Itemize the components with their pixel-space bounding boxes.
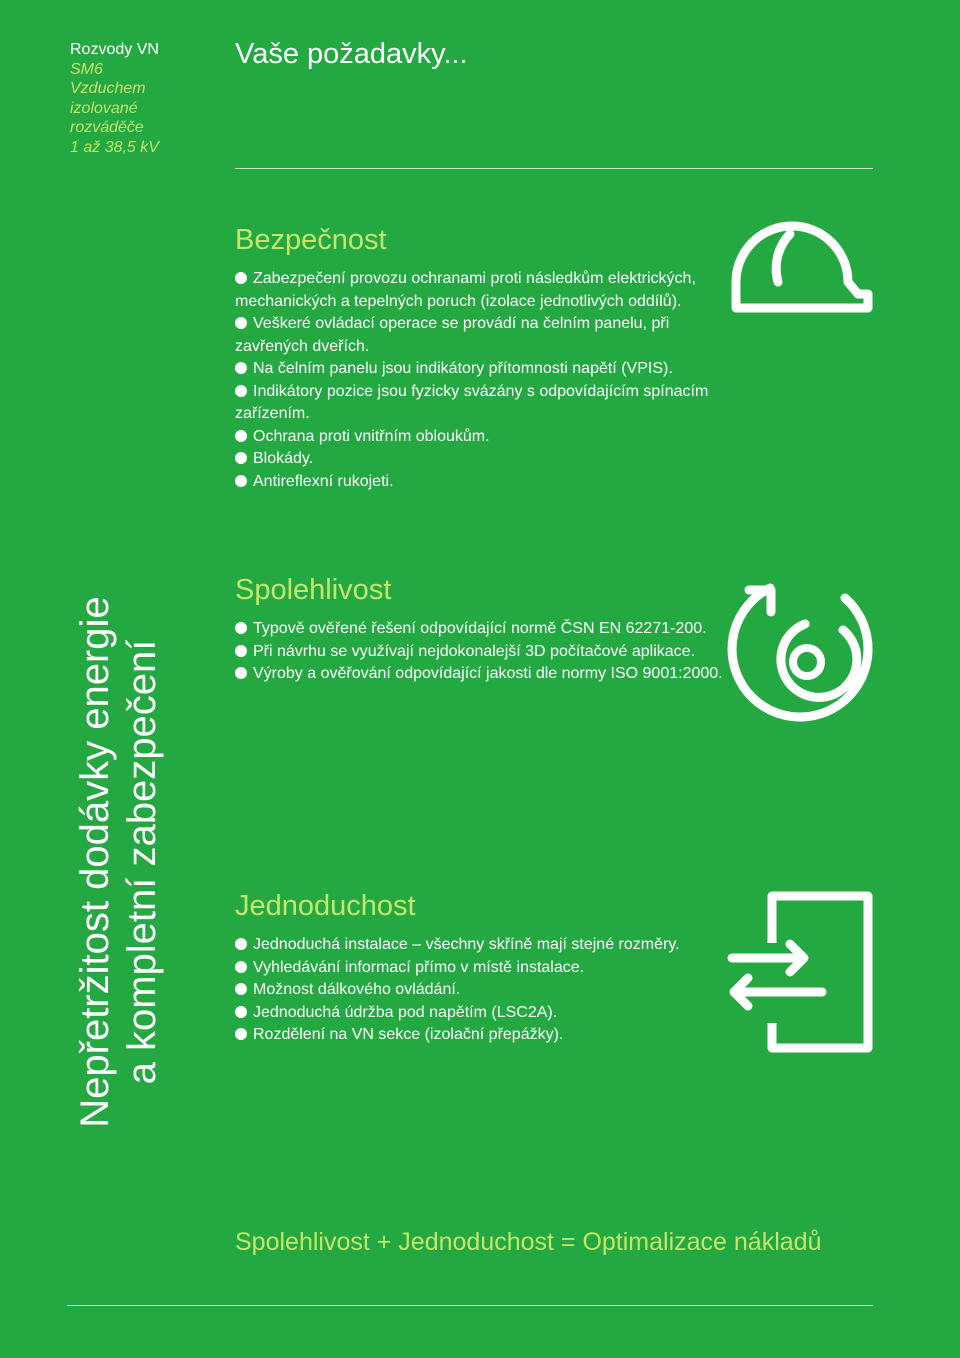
bullet-dot-icon (235, 430, 247, 442)
bullet-dot-icon (235, 667, 247, 679)
bullet-dot-icon (235, 475, 247, 487)
bullet-dot-icon (235, 961, 247, 973)
list-item: Indikátory pozice jsou fyzicky svázány s odpovídajícím spínacím zařízením. (235, 382, 709, 422)
bullet-dot-icon (235, 272, 247, 284)
bullet-dot-icon (235, 452, 247, 464)
list-item: Jednoduchá instalace – všechny skříně mají stejné rozměry. (235, 934, 755, 957)
side-header (70, 40, 220, 157)
cost-formula: Spolehlivost + Jednoduchost = Optimalizace nákladů (235, 1228, 822, 1256)
section-spolehlivost (235, 572, 735, 686)
spiral-icon (725, 568, 885, 738)
product-line-1: SM6 (70, 60, 103, 78)
list-item: Typově ověřené řešení odpovídající normě ČSN EN 62271-200. (235, 618, 735, 641)
bullet-dot-icon (235, 938, 247, 950)
bullet-list (235, 934, 755, 1047)
bullet-dot-icon (235, 622, 247, 634)
list-item: Při návrhu se využívají nejdokonalejší 3D počítačové aplikace. (235, 641, 735, 664)
section-bezpecnost (235, 222, 735, 493)
list-item: Možnost dálkového ovládání. (235, 979, 755, 1002)
page-title: Vaše požadavky... (235, 38, 468, 70)
product-line-3: izolované (70, 99, 138, 117)
bullet-dot-icon (235, 362, 247, 374)
section-heading: Spolehlivost (235, 574, 392, 606)
vertical-title-line-1: Nepřetržitost dodávky energie (73, 596, 117, 1128)
section-heading: Bezpečnost (235, 224, 387, 256)
bullet-dot-icon (235, 317, 247, 329)
list-item: Výroby a ověřování odpovídající jakosti dle normy ISO 9001:2000. (235, 663, 735, 686)
list-item: Vyhledávání informací přímo v místě instalace. (235, 957, 755, 980)
list-item: Blokády. (235, 448, 735, 471)
list-item: Rozdělení na VN sekce (izolační přepážky). (235, 1024, 755, 1047)
helmet-icon (720, 220, 880, 320)
list-item: Na čelním panelu jsou indikátory přítomnosti napětí (VPIS). (235, 358, 735, 381)
bottom-divider (67, 1305, 873, 1306)
list-item: Jednoduchá údržba pod napětím (LSC2A). (235, 1002, 755, 1025)
list-item: Veškeré ovládací operace se provádí na čelním panelu, při zavřených dveřích. (235, 315, 670, 355)
list-item: Zabezpečení provozu ochranami proti následkům elektrických, mechanických a tepelných poruch (izolace jednotlivých oddílů). (235, 270, 696, 310)
bullet-dot-icon (235, 1028, 247, 1040)
door-arrows-icon (722, 888, 882, 1058)
list-item: Ochrana proti vnitřním obloukům. (235, 426, 735, 449)
vertical-title (72, 462, 172, 1262)
section-heading: Jednoduchost (235, 890, 416, 922)
bullet-list (235, 268, 735, 493)
brand-label: Rozvody VN (70, 41, 159, 58)
top-divider (235, 168, 873, 169)
section-jednoduchost (235, 888, 755, 1047)
vertical-title-line-2: a kompletní zabezpečení (120, 639, 164, 1085)
product-line-5: 1 až 38,5 kV (70, 138, 159, 156)
bullet-dot-icon (235, 983, 247, 995)
bullet-dot-icon (235, 645, 247, 657)
product-line-2: Vzduchem (70, 80, 146, 97)
bullet-dot-icon (235, 1006, 247, 1018)
bullet-dot-icon (235, 385, 247, 397)
product-line-4: rozváděče (70, 119, 144, 136)
bullet-list (235, 618, 735, 686)
list-item: Antireflexní rukojeti. (235, 471, 735, 494)
